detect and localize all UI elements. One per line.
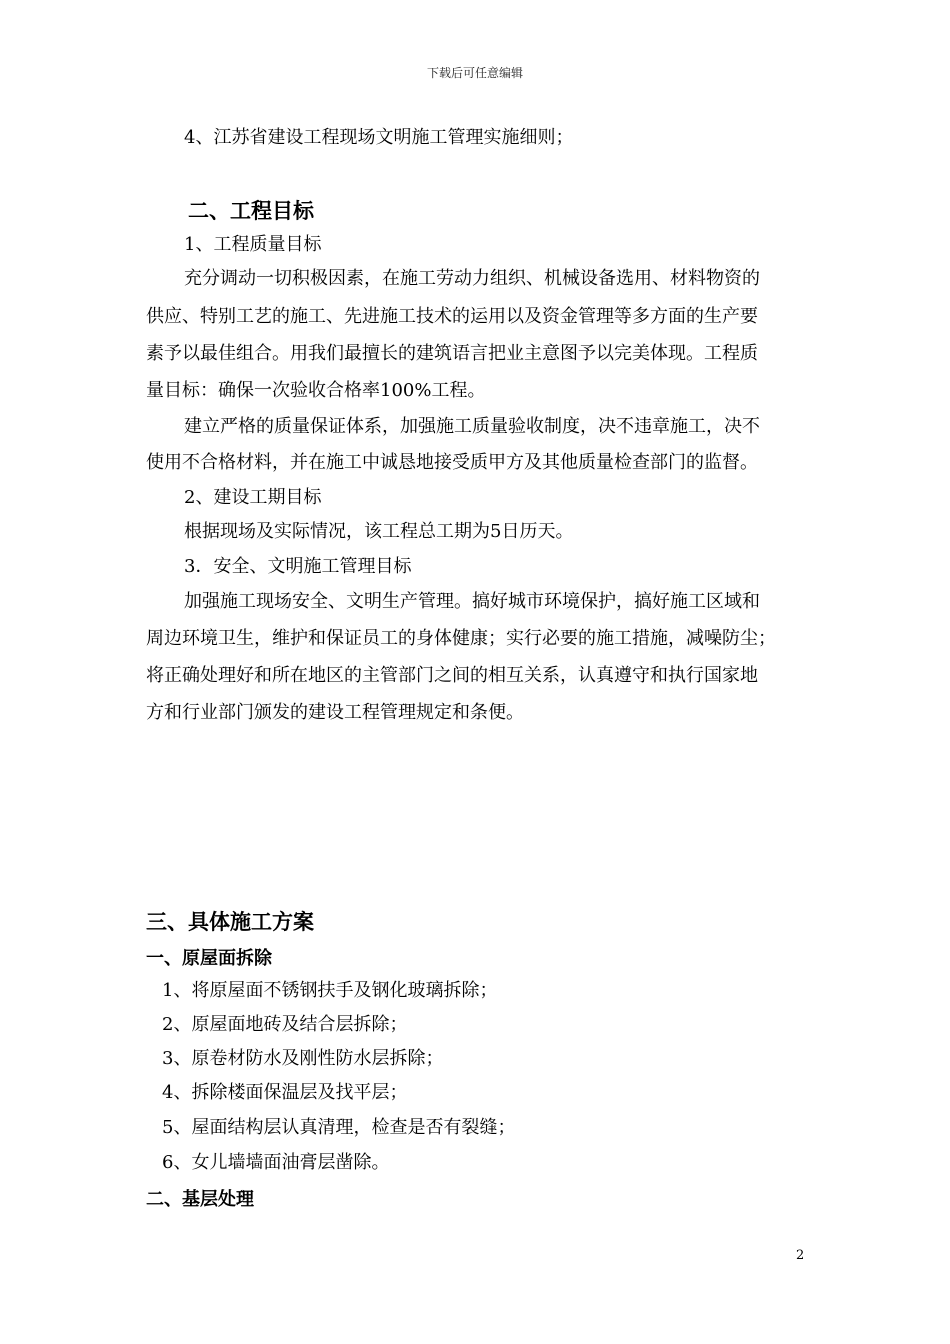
paragraph-3: 根据现场及实际情况，该工程总工期为5日历天。 — [184, 521, 574, 542]
paragraph-4-line-3: 将正确处理好和所在地区的主管部门之间的相互关系，认真遵守和执行国家地 — [146, 665, 758, 686]
paragraph-4-line-4: 方和行业部门颁发的建设工程管理规定和条便。 — [146, 702, 524, 723]
paragraph-4-line-1: 加强施工现场安全、文明生产管理。搞好城市环境保护，搞好施工区域和 — [184, 591, 760, 612]
list-item-5: 5、屋面结构层认真清理，检查是否有裂缝； — [162, 1117, 516, 1138]
list-item-3: 3、原卷材防水及刚性防水层拆除； — [162, 1048, 444, 1069]
list-item-2: 2、原屋面地砖及结合层拆除； — [162, 1014, 408, 1035]
section-3-subheading-1: 一、原屋面拆除 — [146, 948, 272, 969]
paragraph-4-line-2: 周边环境卫生，维护和保证员工的身体健康；实行必要的施工措施，减噪防尘； — [146, 628, 776, 649]
section-3-title: 三、具体施工方案 — [146, 910, 314, 934]
section-3-subheading-2: 二、基层处理 — [146, 1189, 254, 1210]
paragraph-2-line-1: 建立严格的质量保证体系，加强施工质量验收制度，决不违章施工，决不 — [184, 416, 760, 437]
section-2-subheading-1: 1、工程质量目标 — [184, 234, 322, 255]
list-item-4: 4、拆除楼面保温层及找平层； — [162, 1082, 408, 1103]
intro-item: 4、江苏省建设工程现场文明施工管理实施细则； — [184, 127, 574, 148]
paragraph-1-line-3: 素予以最佳组合。用我们最擅长的建筑语言把业主意图予以完美体现。工程质 — [146, 343, 758, 364]
paragraph-1-line-4: 量目标：确保一次验收合格率100%工程。 — [146, 380, 486, 401]
paragraph-1-line-1: 充分调动一切积极因素，在施工劳动力组织、机械设备选用、材料物资的 — [184, 268, 760, 289]
page-number: 2 — [796, 1248, 805, 1263]
list-item-6: 6、女儿墙墙面油膏层凿除。 — [162, 1152, 390, 1173]
section-2-subheading-3: 3．安全、文明施工管理目标 — [184, 556, 412, 577]
page-header: 下载后可任意编辑 — [426, 66, 523, 80]
section-2-subheading-2: 2、建设工期目标 — [184, 487, 322, 508]
section-2-title: 二、工程目标 — [188, 199, 314, 223]
paragraph-1-line-2: 供应、特别工艺的施工、先进施工技术的运用以及资金管理等多方面的生产要 — [146, 306, 758, 327]
list-item-1: 1、将原屋面不锈钢扶手及钢化玻璃拆除； — [162, 980, 498, 1001]
paragraph-2-line-2: 使用不合格材料，并在施工中诚恳地接受质甲方及其他质量检查部门的监督。 — [146, 452, 758, 473]
